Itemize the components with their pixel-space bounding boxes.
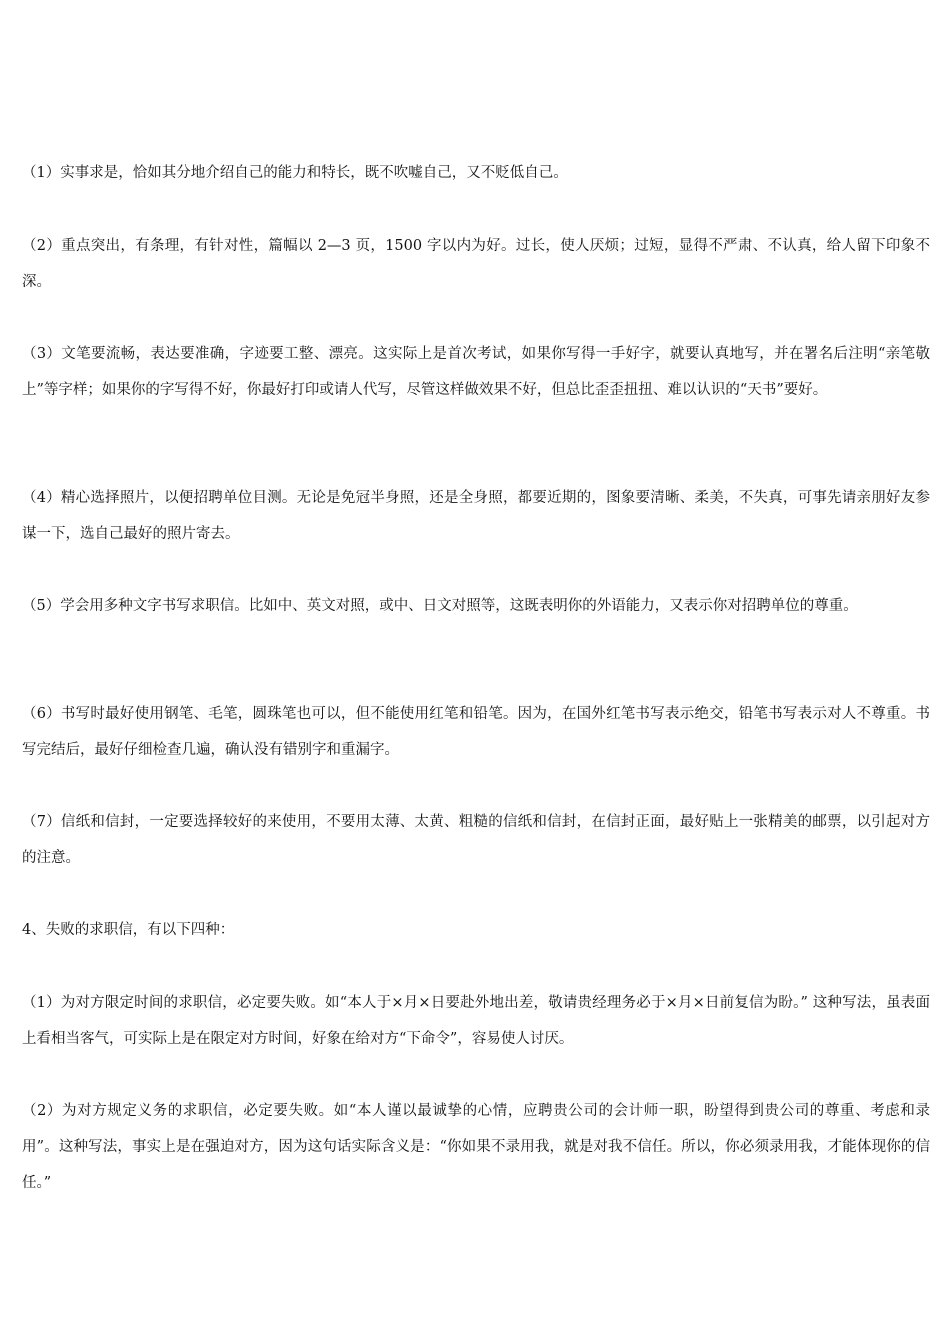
paragraph-5: （5）学会用多种文字书写求职信。比如中、英文对照，或中、日文对照等，这既表明你的外语能力，又表示你对招聘单位的尊重。 [22,598,858,614]
section-heading-4: 4、失败的求职信，有以下四种： [22,922,235,938]
paragraph-1: （1）实事求是，恰如其分地介绍自己的能力和特长，既不吹嘘自己，又不贬低自己。 [22,165,568,181]
paragraph-4: （4）精心选择照片，以便招聘单位目测。无论是免冠半身照，还是全身照，都要近期的，图象要清晰、柔美，不失真，可事先请亲朋好友参谋一下，选自己最好的照片寄去。 [22,490,930,542]
paragraph-2: （2）重点突出，有条理，有针对性，篇幅以 2—3 页，1500 字以内为好。过长，使人厌烦；过短，显得不严肃、不认真，给人留下印象不深。 [22,238,930,290]
paragraph-6: （6）书写时最好使用钢笔、毛笔，圆珠笔也可以，但不能使用红笔和铅笔。因为，在国外红笔书写表示绝交，铅笔书写表示对人不尊重。书写完结后，最好仔细检查几遍，确认没有错别字和重漏字。 [22,706,930,758]
paragraph-8: （1）为对方限定时间的求职信，必定要失败。如“本人于×月×日要赴外地出差，敬请贵经理务必于×月×日前复信为盼。” 这种写法，虽表面上看相当客气，可实际上是在限定对方时间，好象在给对方“下命令”，容易使人讨厌。 [22,995,930,1047]
paragraph-9: （2）为对方规定义务的求职信，必定要失败。如“本人谨以最诚挚的心情，应聘贵公司的会计师一职，盼望得到贵公司的尊重、考虑和录用”。这种写法，事实上是在强迫对方，因为这句话实际含义是：“你如果不录用我，就是对我不信任。所以，你必须录用我，才能体现你的信任。” [22,1103,930,1191]
paragraph-3: （3）文笔要流畅，表达要准确，字迹要工整、漂亮。这实际上是首次考试，如果你写得一手好字，就要认真地写，并在署名后注明“亲笔敬上”等字样；如果你的字写得不好，你最好打印或请人代写，尽管这样做效果不好，但总比歪歪扭扭、难以认识的“天书”要好。 [22,346,930,398]
paragraph-7: （7）信纸和信封，一定要选择较好的来使用，不要用太薄、太黄、粗糙的信纸和信封，在信封正面，最好贴上一张精美的邮票，以引起对方的注意。 [22,814,930,866]
